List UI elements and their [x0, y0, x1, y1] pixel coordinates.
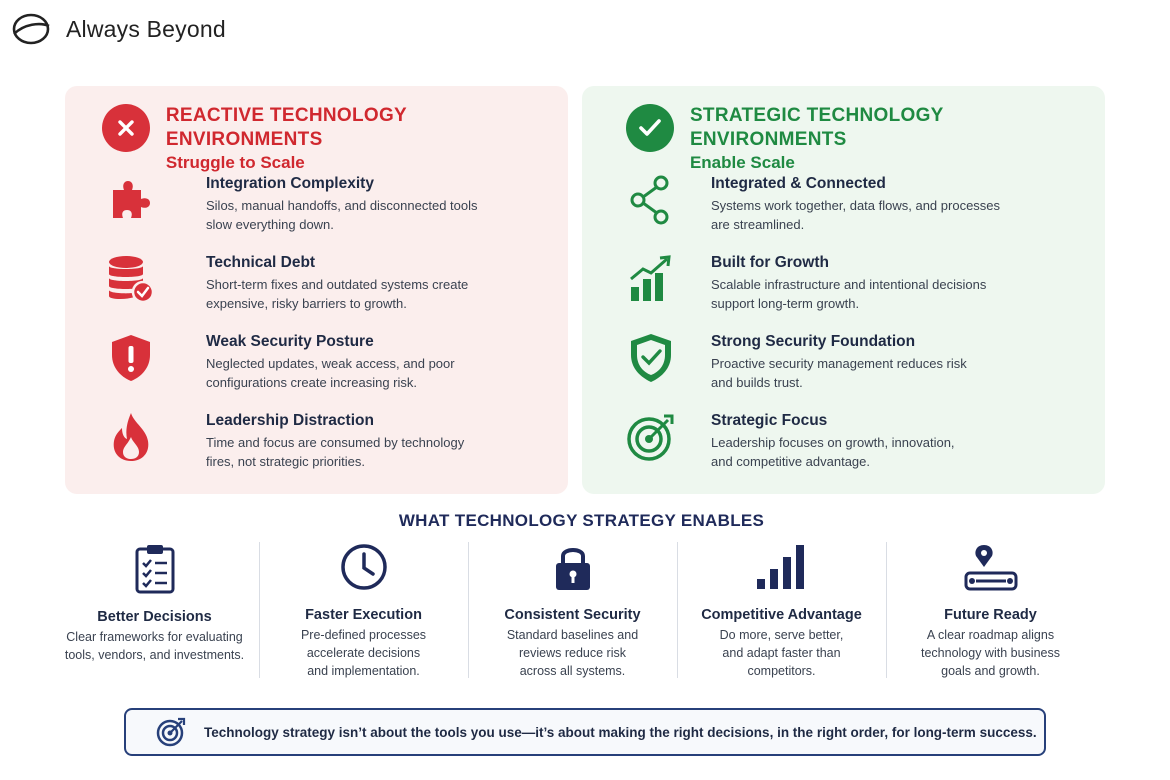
item-description: Short-term fixes and outdated systems create expensive, risky barriers to growth.	[206, 277, 469, 311]
reactive-item	[65, 174, 568, 253]
database-check-icon	[105, 253, 157, 305]
fire-icon	[105, 411, 157, 463]
brand-name: Always Beyond	[66, 15, 226, 42]
clipboard-checklist-icon	[125, 540, 185, 596]
reactive-subtitle: Struggle to Scale	[165, 153, 305, 172]
reactive-item	[65, 253, 568, 332]
lock-icon	[543, 540, 603, 594]
enable-description: Clear frameworks for evaluating tools, vendors, and investments.	[64, 630, 245, 662]
enable-title: Faster Execution	[305, 607, 422, 623]
ring-logo-icon	[10, 10, 52, 48]
strategic-header	[582, 104, 1105, 172]
roadmap-pin-icon	[961, 540, 1021, 594]
enable-item	[886, 540, 1095, 680]
shield-alert-icon	[105, 332, 157, 384]
x-circle-icon	[102, 104, 150, 152]
item-title: Built for Growth	[711, 254, 829, 271]
enable-description: Do more, serve better, and adapt faster than competitors.	[719, 628, 844, 678]
strategic-item	[582, 174, 1105, 253]
item-title: Leadership Distraction	[206, 412, 374, 429]
shield-check-icon	[625, 332, 677, 384]
enable-item	[677, 540, 886, 680]
enable-item	[259, 540, 468, 680]
bar-chart-icon	[752, 540, 812, 594]
item-title: Integrated & Connected	[711, 175, 886, 192]
reactive-item	[65, 411, 568, 490]
strategic-subtitle: Enable Scale	[689, 153, 795, 172]
reactive-item	[65, 332, 568, 411]
enable-item	[468, 540, 677, 680]
enable-description: A clear roadmap aligns technology with business goals and growth.	[921, 628, 1060, 678]
enable-title: Consistent Security	[504, 607, 641, 623]
enable-description: Pre-defined processes accelerate decisions and implementation.	[300, 628, 427, 678]
item-title: Technical Debt	[206, 254, 316, 271]
footer-callout	[124, 708, 1046, 756]
item-description: Silos, manual handoffs, and disconnected tools slow everything down.	[206, 198, 478, 232]
item-title: Strategic Focus	[711, 412, 828, 429]
enables-row	[50, 540, 1095, 680]
enable-title: Better Decisions	[97, 609, 212, 625]
strategic-item	[582, 253, 1105, 332]
target-icon	[156, 717, 186, 747]
puzzle-icon	[105, 174, 157, 226]
reactive-header	[65, 104, 568, 172]
growth-chart-icon	[625, 253, 677, 305]
brand-header	[10, 10, 226, 48]
item-title: Strong Security Foundation	[711, 333, 916, 350]
item-description: Proactive security management reduces risk and builds trust.	[711, 356, 967, 390]
strategic-item	[582, 332, 1105, 411]
footer-text: Technology strategy isn’t about the tools you use—it’s about making the right decisions, in the right order, for long-term success.	[204, 724, 1037, 740]
item-title: Integration Complexity	[206, 175, 374, 192]
check-circle-icon	[626, 104, 674, 152]
item-description: Leadership focuses on growth, innovation, and competitive advantage.	[711, 435, 955, 469]
item-title: Weak Security Posture	[206, 333, 374, 350]
strategic-panel	[582, 86, 1105, 494]
enable-item	[50, 540, 259, 680]
target-icon	[625, 411, 677, 463]
clock-icon	[334, 540, 394, 594]
reactive-title: REACTIVE TECHNOLOGY ENVIRONMENTS	[165, 105, 407, 150]
strategic-title: STRATEGIC TECHNOLOGY ENVIRONMENTS	[689, 105, 944, 150]
strategic-item	[582, 411, 1105, 490]
enable-title: Future Ready	[944, 607, 1037, 623]
item-description: Time and focus are consumed by technology fires, not strategic priorities.	[206, 435, 465, 469]
item-description: Systems work together, data flows, and processes are streamlined.	[711, 198, 1001, 232]
enables-heading: WHAT TECHNOLOGY STRATEGY ENABLES	[398, 511, 765, 530]
item-description: Scalable infrastructure and intentional decisions support long-term growth.	[711, 277, 987, 311]
enable-title: Competitive Advantage	[701, 607, 862, 623]
item-description: Neglected updates, weak access, and poor configurations create increasing risk.	[206, 356, 455, 390]
enable-description: Standard baselines and reviews reduce risk across all systems.	[506, 628, 639, 678]
share-nodes-icon	[625, 174, 677, 226]
reactive-panel	[65, 86, 568, 494]
